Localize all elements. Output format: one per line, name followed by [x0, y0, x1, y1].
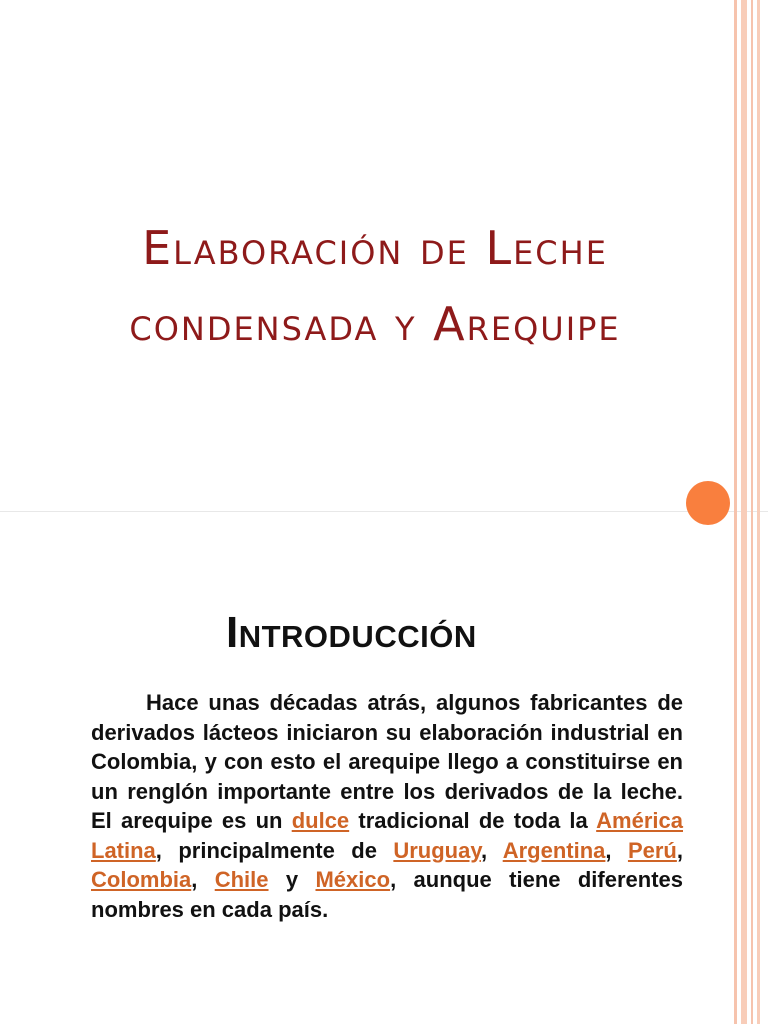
- paragraph-text: y: [268, 867, 316, 892]
- link-peru[interactable]: Perú: [627, 837, 677, 863]
- paragraph-text: ,: [676, 837, 683, 863]
- intro-paragraph: [91, 688, 683, 924]
- link-chile[interactable]: Chile: [214, 867, 269, 892]
- paragraph-text: , principalmente de: [155, 837, 394, 863]
- link-argentina[interactable]: Argentina: [502, 837, 606, 863]
- link-colombia[interactable]: Colombia: [91, 867, 192, 892]
- decorative-rail: [757, 0, 760, 1024]
- link-uruguay[interactable]: Uruguay: [393, 837, 481, 863]
- slide-title: Elaboración de Leche condensada y Arequipe: [129, 221, 621, 351]
- paragraph-text: ,: [480, 837, 503, 863]
- link-dulce[interactable]: dulce: [291, 808, 350, 833]
- decorative-rail: [741, 0, 747, 1024]
- paragraph-text: Hace unas décadas atrás, algunos fabricantes de derivados lácteos iniciaron su elaboración industrial en Colombia, y con esto el arequipe llego a constituirse en un renglón importante entre los derivados de la leche. El arequipe es un: [91, 690, 683, 833]
- decorative-rail: [734, 0, 737, 1024]
- paragraph-text: ,: [191, 867, 215, 892]
- decorative-rail: [751, 0, 753, 1024]
- paragraph-text: ,: [605, 837, 628, 863]
- section-heading: Introducción: [226, 608, 477, 657]
- paragraph-text: tradicional de toda la: [349, 808, 597, 833]
- link-mexico[interactable]: México: [315, 867, 391, 892]
- link-america-latina[interactable]: América Latina: [91, 808, 683, 863]
- paragraph-text: , aunque tiene diferentes nombres en cada país.: [91, 867, 683, 922]
- accent-dot-icon: [686, 481, 730, 525]
